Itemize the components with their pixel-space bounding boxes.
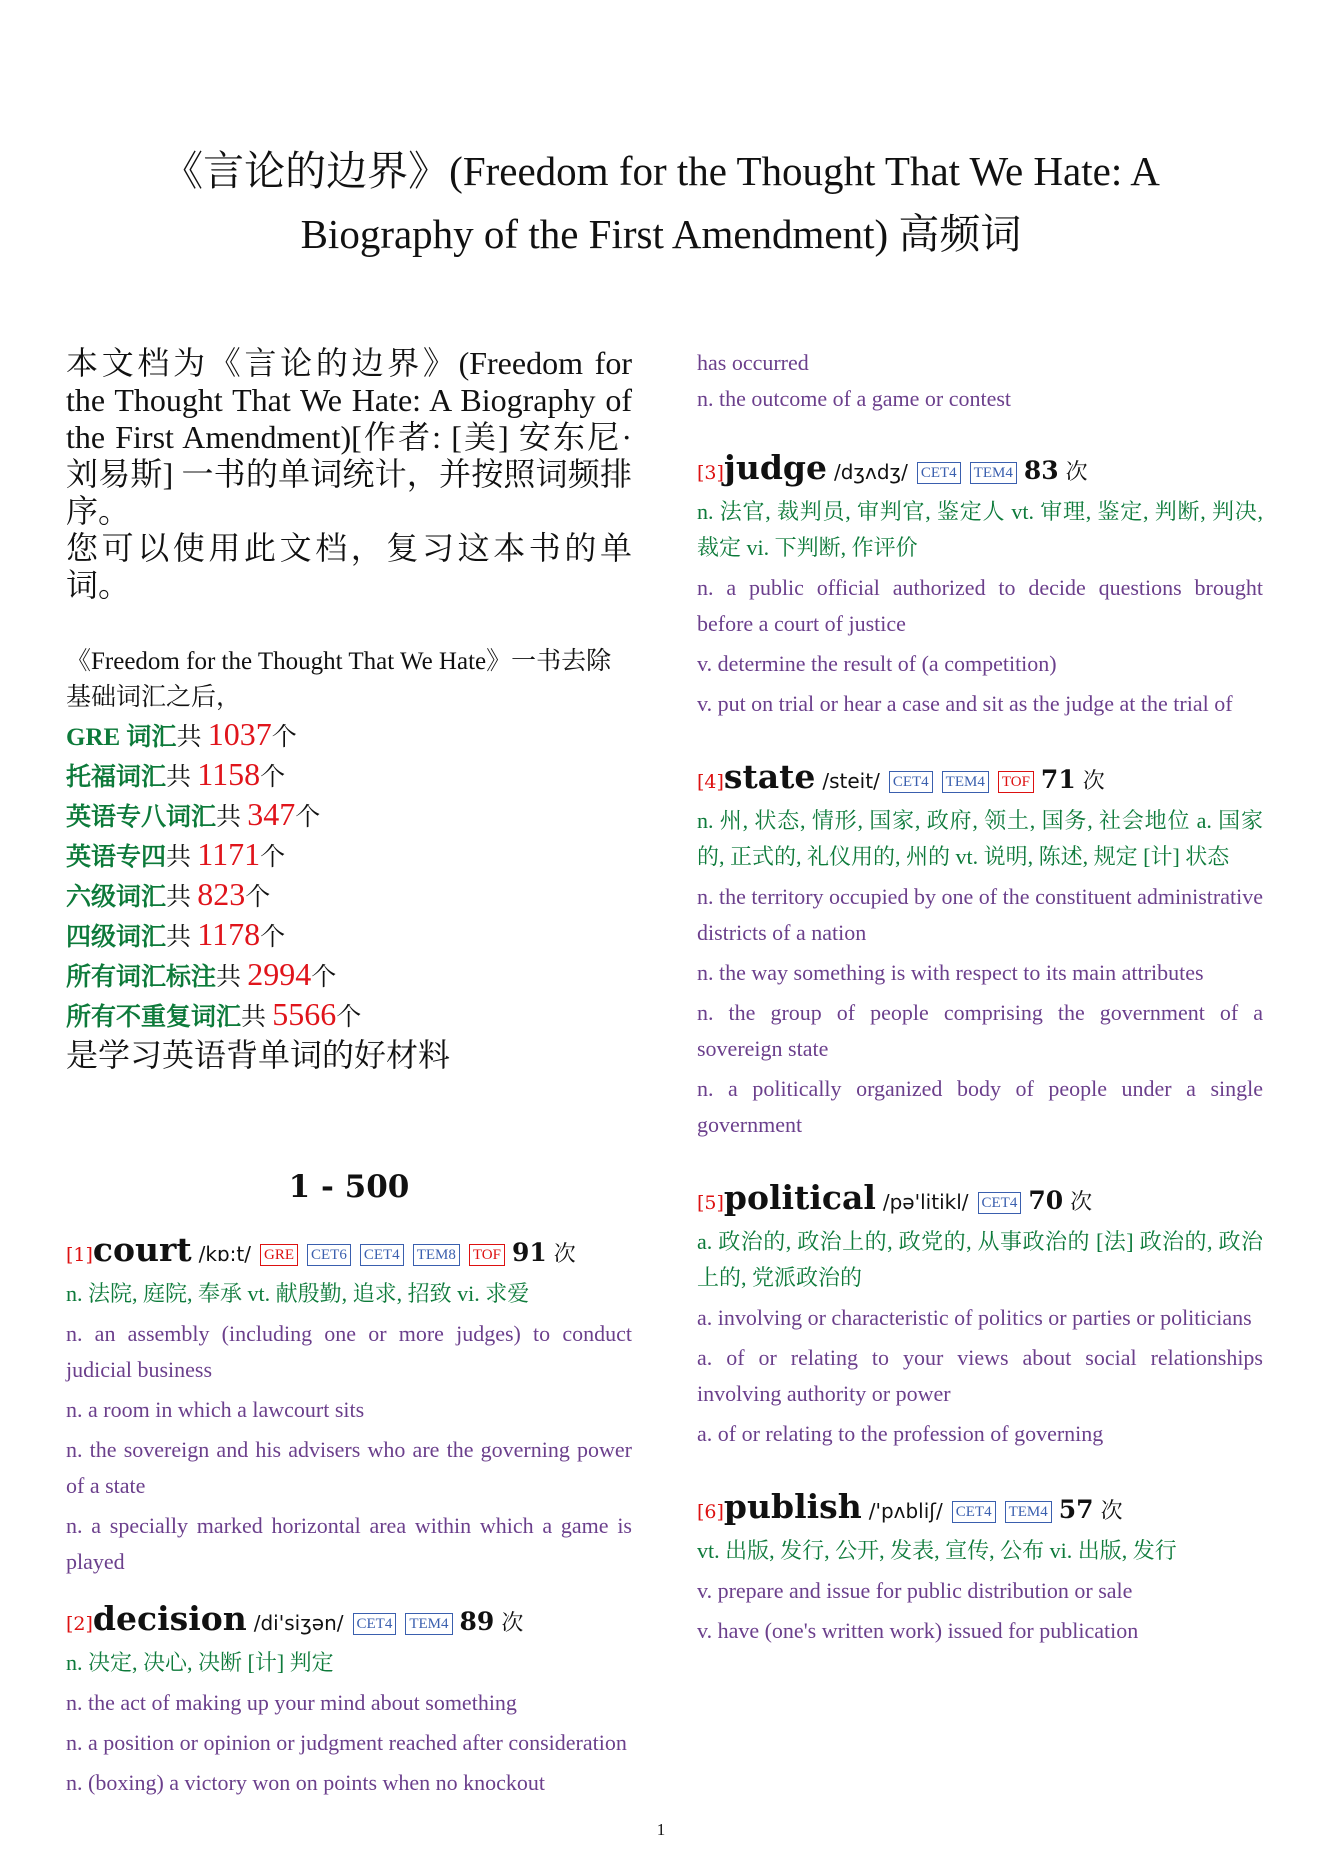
stat-row [66,756,632,796]
frequency-count: 89 [459,1607,495,1636]
entry-header [66,1229,632,1276]
level-tag: TEM4 [1005,1501,1052,1523]
stat-row [66,796,632,836]
stat-label: 六级词汇 [66,884,167,911]
english-definition: n. the group of people comprising the government of a sovereign state [697,1000,1263,1061]
stat-value: 1171 [197,836,261,872]
english-definition: n. a specially marked horizontal area within which a game is played [66,1513,632,1574]
entry-header [697,1177,1263,1224]
intro-text: 本文档为《言论的边界》(Freedom for the Thought That We Hate: A Biography of the First Amendment)[作者: [美] 安东尼·刘易斯] 一书的单词统计，并按照词频排序。 [66,345,632,529]
stat-unit: 个 [260,924,286,951]
stat-unit: 个 [311,964,337,991]
stat-value: 347 [247,796,296,832]
word-entry [66,1598,632,1801]
stats-list [66,716,632,1036]
chinese-definition: n. 法官, 裁判员, 审判官, 鉴定人 vt. 审理, 鉴定, 判断, 判决, 裁定 vi. 下判断, 作评价 [697,499,1263,560]
entry-header [66,1598,632,1645]
page-number: 1 [656,1820,666,1839]
title-line-2: Biography of the First Amendment) 高频词 [300,211,1022,257]
english-definition: v. put on trial or hear a case and sit as the judge at the trial of [697,691,1233,716]
frequency-count: 91 [511,1238,547,1267]
stat-row [66,996,632,1036]
phonetic: /'pʌbliʃ/ [868,1499,943,1523]
stat-mid: 共 [241,1004,273,1031]
entry-index: [2] [66,1613,93,1635]
english-definition: n. a room in which a lawcourt sits [66,1397,365,1422]
stat-value: 2994 [247,956,312,992]
english-definition: n. the way something is with respect to its main attributes [697,960,1204,985]
frequency-count: 71 [1040,765,1076,794]
stat-row [66,956,632,996]
phonetic: /pə'litikl/ [882,1190,969,1214]
entry-index: [1] [66,1244,93,1266]
level-tag: CET4 [917,462,961,484]
english-definition: n. a public official authorized to decide questions brought before a court of justice [697,575,1263,636]
english-definition: v. have (one's written work) issued for publication [697,1618,1139,1643]
definition-line: n. the outcome of a game or contest [697,386,1012,411]
level-tag: CET4 [360,1244,404,1266]
right-column [697,345,1263,1683]
frequency-unit: 次 [1100,1498,1123,1523]
headword: state [723,757,816,796]
closing-text: 是学习英语背单词的好材料 [66,1037,451,1073]
chinese-definition: n. 决定, 决心, 决断 [计] 判定 [66,1650,334,1675]
stat-mid: 共 [176,724,208,751]
english-definition: n. the act of making up your mind about something [66,1690,517,1715]
english-definition: n. the sovereign and his advisers who are the governing power of a state [66,1437,632,1498]
stat-row [66,716,632,756]
headword: court [92,1230,192,1269]
range-heading: 1 - 500 [288,1169,410,1205]
english-definition: a. of or relating to your views about social relationships involving authority or power [697,1345,1263,1406]
phonetic: /kɒ:t/ [198,1242,251,1266]
word-entry [66,1229,632,1580]
stat-mid: 共 [166,924,198,951]
continued-entry [697,345,1263,417]
frequency-count: 70 [1028,1186,1064,1215]
entry-index: [4] [697,771,724,793]
word-entry [697,1177,1263,1452]
intro-paragraph [66,345,632,604]
stat-unit: 个 [245,884,271,911]
level-tag: GRE [260,1244,298,1266]
stat-unit: 个 [260,844,286,871]
stat-label: 四级词汇 [66,924,167,951]
chinese-definition: vt. 出版, 发行, 公开, 发表, 宣传, 公布 vi. 出版, 发行 [697,1538,1177,1563]
english-definition: v. determine the result of (a competition) [697,651,1057,676]
stat-value: 1037 [207,716,272,752]
stat-row [66,836,632,876]
stat-row [66,916,632,956]
frequency-count: 57 [1058,1495,1094,1524]
headword: publish [723,1487,862,1526]
frequency-unit: 次 [1065,459,1088,484]
level-tag: TEM8 [413,1244,460,1266]
stat-value: 823 [197,876,246,912]
level-tag: CET4 [889,771,933,793]
stats-intro: 《Freedom for the Thought That We Hate》一书去除基础词汇之后， [66,648,612,711]
left-column [66,345,632,1819]
phonetic: /steit/ [822,769,880,793]
frequency-unit: 次 [1082,768,1105,793]
stat-value: 5566 [272,996,337,1032]
english-definition: a. of or relating to the profession of governing [697,1421,1104,1446]
level-tag: CET4 [978,1192,1022,1214]
english-definition: n. a politically organized body of people under a single government [697,1076,1263,1137]
level-tag: TEM4 [405,1613,452,1635]
entry-index: [5] [697,1192,724,1214]
english-definition: v. prepare and issue for public distribution or sale [697,1578,1133,1603]
entry-header [697,756,1263,803]
english-definition: n. the territory occupied by one of the constituent administrative districts of a nation [697,884,1263,945]
word-entry [697,756,1263,1143]
title-line-1: 《言论的边界》(Freedom for the Thought That We Hate: A [162,148,1160,194]
entry-index: [6] [697,1501,724,1523]
right-entries [697,447,1263,1649]
stat-unit: 个 [271,724,297,751]
document-title [100,140,1222,266]
chinese-definition: n. 州, 状态, 情形, 国家, 政府, 领土, 国务, 社会地位 a. 国家的, 正式的, 礼仪用的, 州的 vt. 说明, 陈述, 规定 [计] 状态 [697,808,1263,869]
stat-label: 英语专四 [66,844,167,871]
phonetic: /di'siʒən/ [253,1611,344,1635]
entry-header [697,447,1263,494]
frequency-unit: 次 [553,1241,576,1266]
stat-unit: 个 [295,804,321,831]
english-definition: n. (boxing) a victory won on points when no knockout [66,1770,546,1795]
stat-label: 所有词汇标注 [66,964,217,991]
stat-mid: 共 [216,804,248,831]
left-entries [66,1229,632,1801]
stat-row [66,876,632,916]
level-tag: CET6 [307,1244,351,1266]
stat-label: 所有不重复词汇 [66,1004,242,1031]
stat-value: 1178 [197,916,261,952]
chinese-definition: n. 法院, 庭院, 奉承 vt. 献殷勤, 追求, 招致 vi. 求爱 [66,1281,530,1306]
english-definition: a. involving or characteristic of politics or parties or politicians [697,1305,1252,1330]
frequency-count: 83 [1023,456,1059,485]
level-tag: TOF [469,1244,505,1266]
level-tag: CET4 [952,1501,996,1523]
level-tag: TOF [998,771,1034,793]
stat-label: 英语专八词汇 [66,804,217,831]
word-entry [697,447,1263,722]
english-definition: n. an assembly (including one or more judges) to conduct judicial business [66,1321,632,1382]
intro-usage-text: 您可以使用此文档，复习这本书的单词。 [66,530,632,603]
headword: political [723,1178,876,1217]
stat-unit: 个 [260,764,286,791]
entry-header [697,1486,1263,1533]
stat-mid: 共 [166,884,198,911]
stat-unit: 个 [336,1004,362,1031]
stat-value: 1158 [197,756,261,792]
entry-index: [3] [697,462,724,484]
stat-label: GRE 词汇 [66,724,177,751]
level-tag: CET4 [353,1613,397,1635]
frequency-unit: 次 [501,1610,524,1635]
phonetic: /dʒʌdʒ/ [834,460,908,484]
word-entry [697,1486,1263,1649]
stat-mid: 共 [166,844,198,871]
chinese-definition: a. 政治的, 政治上的, 政党的, 从事政治的 [法] 政治的, 政治上的, 党派政治的 [697,1229,1263,1290]
frequency-unit: 次 [1070,1189,1093,1214]
level-tag: TEM4 [970,462,1017,484]
definition-line: has occurred [697,350,809,375]
stat-label: 托福词汇 [66,764,167,791]
headword: decision [92,1599,247,1638]
level-tag: TEM4 [942,771,989,793]
stat-mid: 共 [216,964,248,991]
stat-mid: 共 [166,764,198,791]
headword: judge [723,448,827,487]
english-definition: n. a position or opinion or judgment reached after consideration [66,1730,627,1755]
